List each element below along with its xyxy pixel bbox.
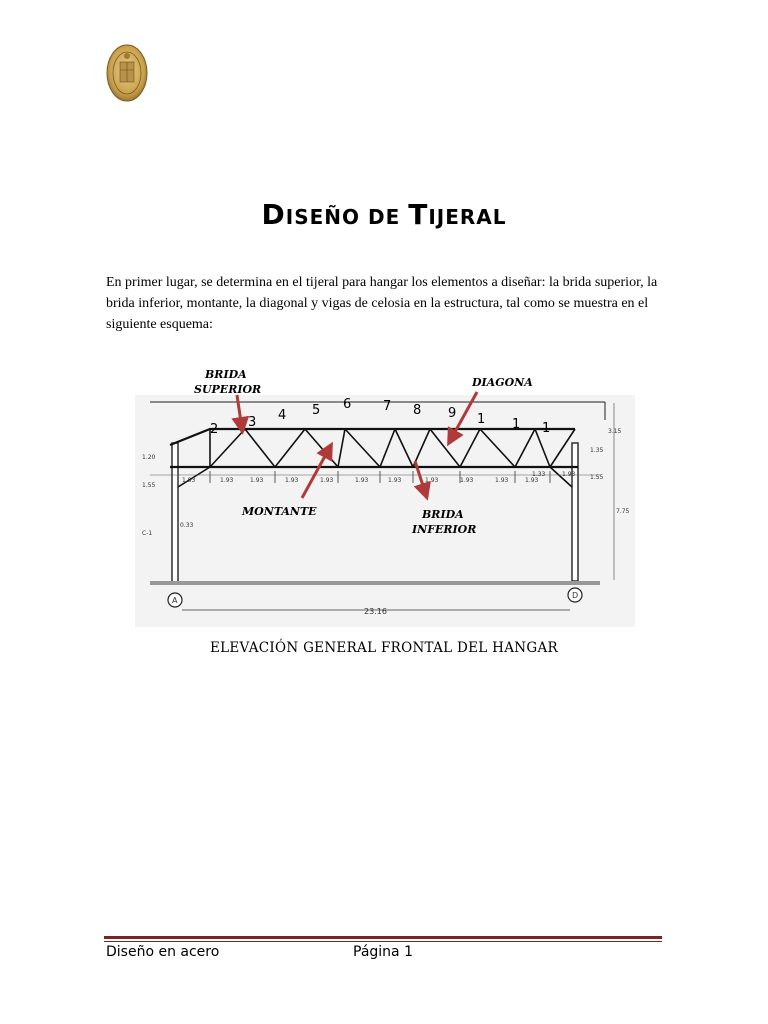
- dim-r2: 1.35: [590, 447, 604, 454]
- dim-seg-11: 1.93: [525, 477, 539, 484]
- dim-seg-2: 1.93: [220, 477, 234, 484]
- dim-col: C-1: [142, 530, 153, 537]
- page-title: [0, 198, 768, 231]
- dim-h2: 1.55: [142, 482, 156, 489]
- dim-seg-9: 1.93: [460, 477, 474, 484]
- label-brida-inferior-2: INFERIOR: [412, 523, 477, 536]
- dim-seg-4: 1.93: [285, 477, 299, 484]
- dim-r3: 1.55: [590, 474, 604, 481]
- member-number-12: 1: [542, 421, 551, 436]
- label-brida-inferior-1: BRIDA: [422, 508, 464, 521]
- dim-seg-1: 1.93: [182, 477, 196, 484]
- footer-rule: [104, 936, 662, 939]
- dim-h3: 0.33: [180, 522, 194, 529]
- dim-seg-13: 1.93: [562, 471, 576, 478]
- intro-paragraph: En primer lugar, se determina en el tijeral para hangar los elementos a diseñar: la brida superior, la brida inferior, montante, la diagonal y vigas de celosia en la estructura, tal como se muestra en el siguiente esquema:: [106, 275, 658, 332]
- dim-h1: 1.20: [142, 454, 156, 461]
- member-number-2: 2: [210, 422, 219, 437]
- dim-r4: 7.75: [616, 508, 630, 515]
- dim-seg-7: 1.93: [388, 477, 402, 484]
- dim-seg-8: 1.93: [425, 477, 439, 484]
- member-number-11: 1: [512, 417, 521, 432]
- label-diagonal: DIAGONA: [472, 376, 533, 389]
- member-number-8: 8: [413, 403, 422, 418]
- dim-seg-12: 1.33: [532, 471, 546, 478]
- member-number-9: 9: [448, 406, 457, 421]
- support-d-label: D: [572, 591, 579, 600]
- dim-seg-5: 1.93: [320, 477, 334, 484]
- title-rest-2: IJERAL: [428, 205, 507, 229]
- label-brida-superior-1: BRIDA: [205, 368, 247, 381]
- label-montante: MONTANTE: [242, 505, 317, 518]
- member-number-7: 7: [383, 399, 392, 414]
- dim-seg-3: 1.93: [250, 477, 264, 484]
- university-seal-icon: [106, 44, 148, 102]
- dim-bottom-span: 23.16: [364, 607, 387, 616]
- figure-caption: ELEVACIÓN GENERAL FRONTAL DEL HANGAR: [209, 640, 559, 656]
- title-rest-1: ISEÑO DE: [285, 205, 409, 229]
- title-initial-t: T: [408, 198, 429, 231]
- footer-page-number: Página 1: [353, 944, 413, 960]
- title-initial-d: D: [261, 198, 286, 231]
- footer-course: Diseño en acero: [106, 944, 220, 960]
- footer-rule-thin: [104, 941, 662, 942]
- dim-r1: 3.15: [608, 428, 622, 435]
- member-number-4: 4: [278, 408, 287, 423]
- member-number-6: 6: [343, 397, 352, 412]
- truss-elevation-figure: [130, 355, 640, 635]
- member-number-5: 5: [312, 403, 321, 418]
- member-number-10: 1: [477, 412, 486, 427]
- label-brida-superior-2: SUPERIOR: [194, 383, 262, 396]
- dim-seg-6: 1.93: [355, 477, 369, 484]
- support-a-label: A: [172, 596, 178, 605]
- member-number-3: 3: [248, 415, 257, 430]
- dim-seg-10: 1.93: [495, 477, 509, 484]
